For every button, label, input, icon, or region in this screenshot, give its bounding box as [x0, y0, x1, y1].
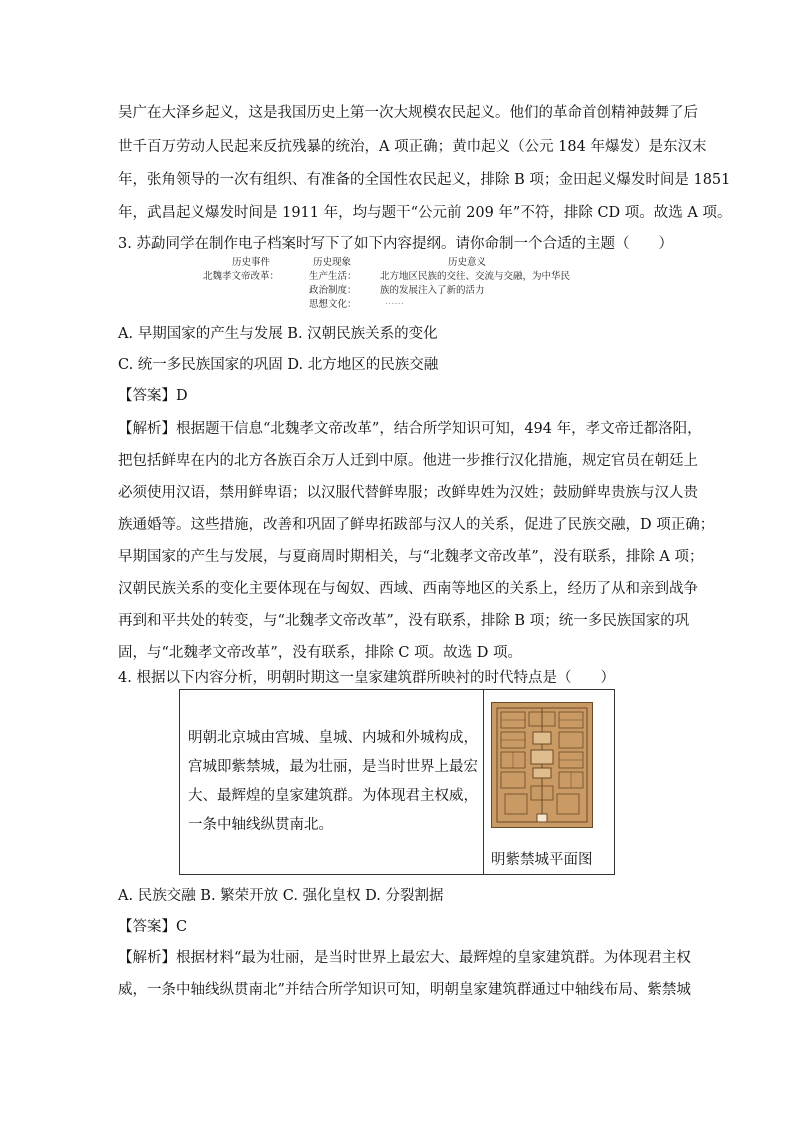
- outline-col3-line: ……: [385, 296, 404, 307]
- q3-analysis-line: 把包括鲜卑在内的北方各族百余万人迁到中原。他进一步推行汉化措施，规定官员在朝廷上: [118, 453, 698, 469]
- question-3-stem: 3. 苏勐同学在制作电子档案时写下了如下内容提纲。请你命制一个合适的主题（ ）: [118, 236, 673, 252]
- q3-analysis-line: 固，与“北魏孝文帝改革”，没有联系，排除 C 项。故选 D 项。: [118, 645, 522, 661]
- question-4-stem: 4. 根据以下内容分析，明朝时期这一皇家建筑群所映衬的时代特点是（ ）: [118, 670, 615, 686]
- q3-options-line2: C. 统一多民族国家的巩固 D. 北方地区的民族交融: [118, 357, 439, 373]
- outline-col2-item: 思想文化：: [309, 299, 357, 310]
- q3-analysis-line: 早期国家的产生与发展，与夏商周时期相关，与“北魏孝文帝改革”，没有联系，排除 A 项；: [118, 549, 704, 565]
- outline-col3-header: 历史意义: [448, 257, 487, 268]
- outline-col2-item: 政治制度：: [309, 285, 357, 296]
- outline-col3-line: 族的发展注入了新的活力: [380, 285, 485, 296]
- box-divider: [483, 690, 484, 874]
- q3-analysis-line: 再到和平共处的转变，与“北魏孝文帝改革”，没有联系，排除 B 项；统一多民族国家的巩: [118, 613, 690, 629]
- q4-analysis-line: 威，一条中轴线纵贯南北”并结合所学知识可知，明朝皇家建筑群通过中轴线布局、紫禁城: [118, 982, 691, 998]
- text-line: 吴广在大泽乡起义，这是我国历史上第一次大规模农民起义。他们的革命首创精神鼓舞了后: [118, 105, 698, 121]
- text-line: 世千百万劳动人民起来反抗残暴的统治，A 项正确；黄巾起义（公元 184 年爆发）是东汉末: [118, 139, 707, 155]
- forbidden-city-plan-image: [491, 702, 593, 828]
- text-line: 年，张角领导的一次有组织、有准备的全国性农民起义，排除 B 项；金田起义爆发时间是 1851: [118, 172, 731, 188]
- q3-options-line1: A. 早期国家的产生与发展 B. 汉朝民族关系的变化: [118, 326, 438, 342]
- q4-analysis-line: 【解析】根据材料“最为壮丽，是当时世界上最宏大、最辉煌的皇家建筑群。为体现君主权: [118, 950, 691, 966]
- outline-col1-header: 历史事件: [232, 257, 271, 268]
- q3-analysis-line: 汉朝民族关系的变化主要体现在与匈奴、西域、西南等地区的关系上，经历了从和亲到战争: [118, 581, 698, 597]
- material-text: 明朝北京城由宫城、皇城、内城和外城构成，宫城即紫禁城，最为壮丽，是当时世界上最宏大、最辉煌的皇家建筑群。为体现君主权威，一条中轴线纵贯南北。: [188, 730, 478, 833]
- q3-analysis-line: 【解析】根据题干信息“北魏孝文帝改革”，结合所学知识可知，494 年，孝文帝迁都洛阳，: [118, 421, 702, 437]
- outline-col2-header: 历史现象: [313, 257, 352, 268]
- q3-analysis-line: 必须使用汉语，禁用鲜卑语；以汉服代替鲜卑服；改鲜卑姓为汉姓；鼓励鲜卑贵族与汉人贵: [118, 485, 698, 501]
- q3-analysis-line: 族通婚等。这些措施，改善和巩固了鲜卑拓跋部与汉人的关系，促进了民族交融，D 项正确；: [118, 517, 715, 533]
- q4-answer: 【答案】C: [118, 919, 188, 935]
- material-box: [179, 689, 615, 875]
- q4-options: A. 民族交融 B. 繁荣开放 C. 强化皇权 D. 分裂割据: [118, 888, 444, 904]
- outline-col1-item: 北魏孝文帝改革：: [203, 271, 280, 282]
- outline-col3-line: 北方地区民族的交往、交流与交融，为中华民: [380, 271, 571, 282]
- text-line: 年，武昌起义爆发时间是 1911 年，均与题干“公元前 209 年”不符，排除 CD 项。故选 A 项。: [118, 205, 732, 221]
- map-caption: 明紫禁城平面图: [491, 852, 593, 868]
- outline-col2-item: 生产生活：: [309, 271, 357, 282]
- q3-answer: 【答案】D: [118, 388, 188, 404]
